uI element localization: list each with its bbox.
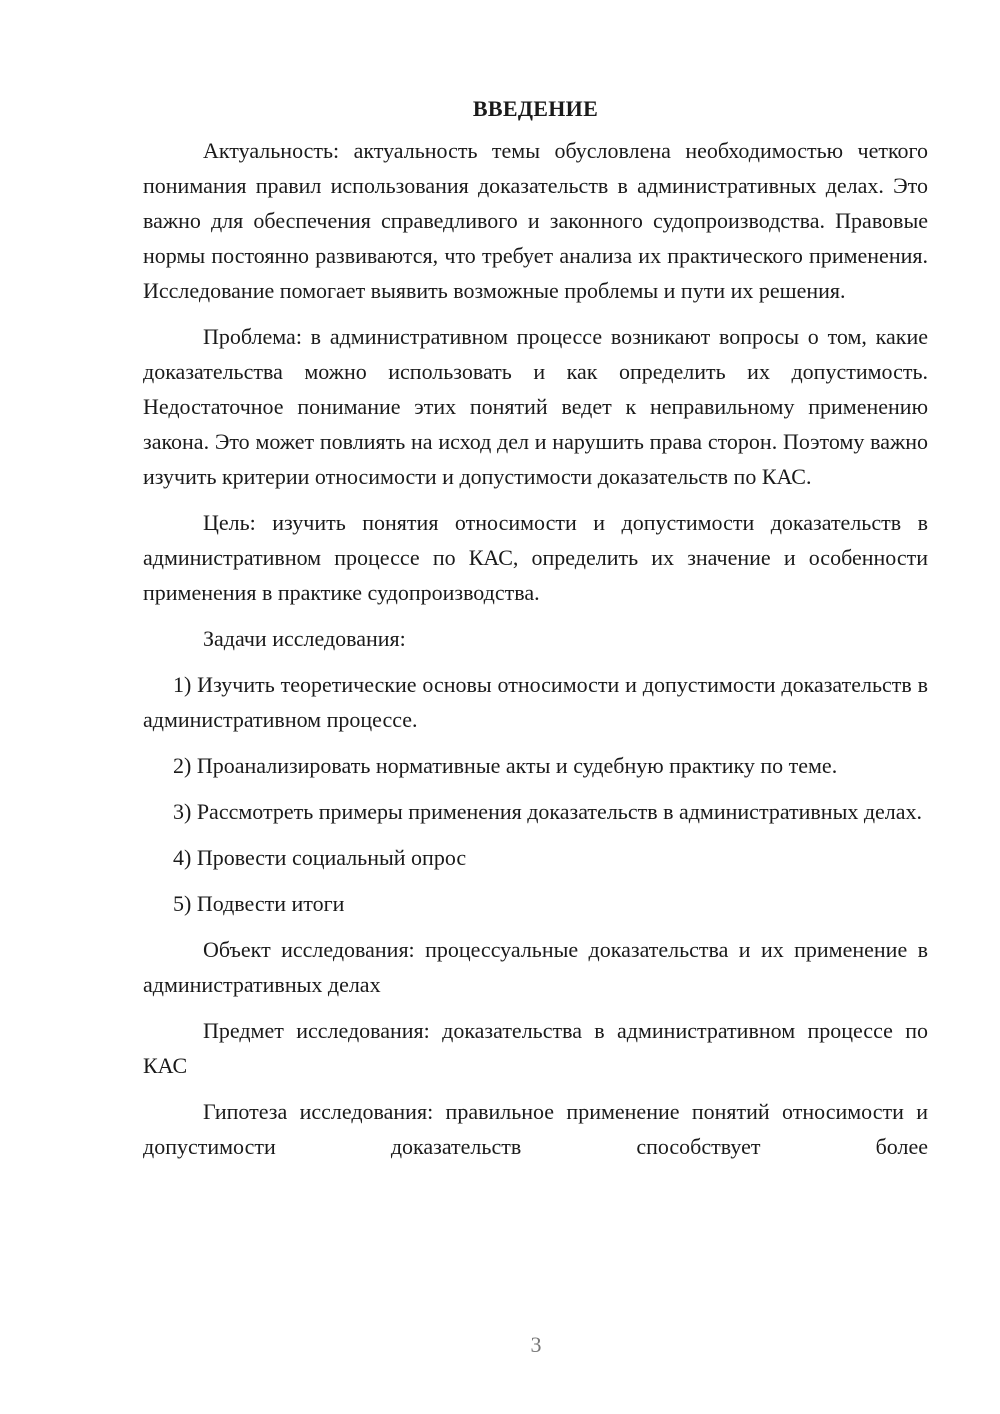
task-item-5: 5) Подвести итоги — [173, 891, 345, 916]
task-item-1: 1) Изучить теоретические основы относимости и допустимости доказательств в административном процессе. — [143, 672, 928, 732]
tasks-heading: Задачи исследования: — [203, 626, 406, 651]
object-paragraph: Объект исследования: процессуальные доказательства и их применение в административных делах — [143, 937, 928, 997]
document-page — [143, 92, 928, 1164]
task-item-4: 4) Провести социальный опрос — [173, 845, 467, 870]
goal-paragraph: Цель: изучить понятия относимости и допустимости доказательств в административном процессе по КАС, определить их значение и особенности применения в практике судопроизводства. — [143, 510, 928, 605]
section-title: ВВЕДЕНИЕ — [472, 96, 599, 121]
task-item-2: 2) Проанализировать нормативные акты и судебную практику по теме. — [173, 753, 838, 778]
page-number: 3 — [530, 1332, 542, 1357]
hypothesis-paragraph: Гипотеза исследования: правильное применение понятий относимости и допустимости доказательств способствует более — [143, 1099, 928, 1159]
problem-paragraph: Проблема: в административном процессе возникают вопросы о том, какие доказательства можно использовать и как определить их допустимость. Недостаточное понимание этих понятий ведет к неправильному применению закона. Это может повлиять на исход дел и нарушить права сторон. Поэтому важно изучить критерии относимости и допустимости доказательств по КАС. — [143, 324, 928, 489]
relevance-paragraph: Актуальность: актуальность темы обусловлена необходимостью четкого понимания правил использования доказательств в административных делах. Это важно для обеспечения справедливого и законного судопроизводства. Правовые нормы постоянно развиваются, что требует анализа их практического применения. Исследование помогает выявить возможные проблемы и пути их решения. — [143, 138, 928, 303]
task-item-3: 3) Рассмотреть примеры применения доказательств в административных делах. — [173, 799, 923, 824]
subject-paragraph: Предмет исследования: доказательства в административном процессе по КАС — [143, 1018, 928, 1078]
